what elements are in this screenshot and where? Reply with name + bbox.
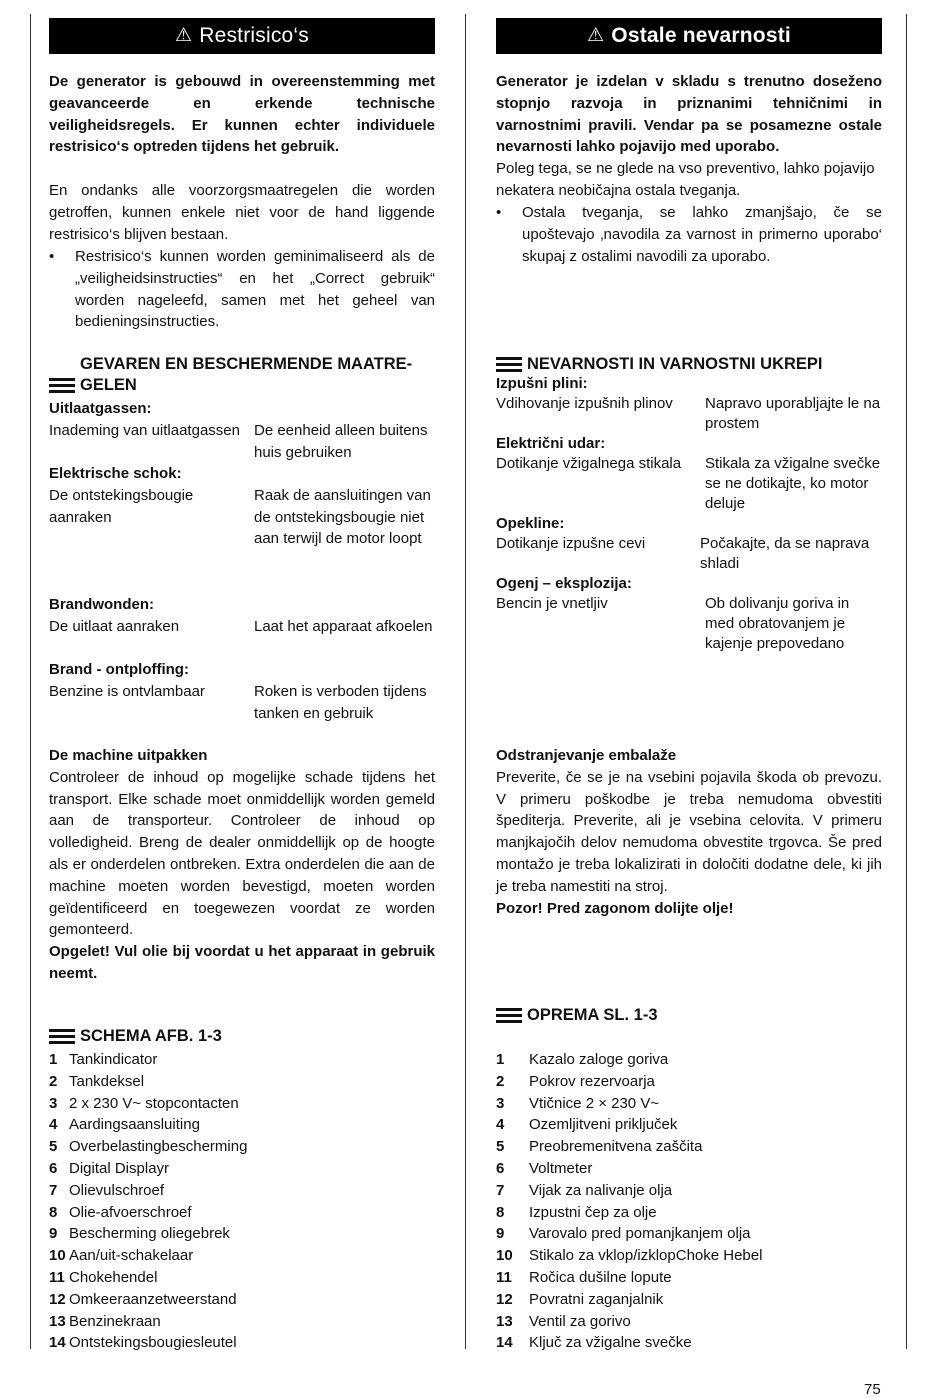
part-label: Vijak za nalivanje olja bbox=[529, 1181, 673, 1199]
hazard-measure: De eenheid alleen buitens huis gebruiken bbox=[254, 421, 428, 461]
left-intro-text: En ondanks alle voorzorgsmaatregelen die worden getroffen, kunnen enkele niet voor de hand liggende restrisico‘s blijven bestaan. bbox=[49, 182, 435, 243]
left-intro-bold: De generator is gebouwd in overeenstemming met geavanceerde en erkende technische veiligheidsregels. Er kunnen echter individuele restrisico‘s optreden tijdens het gebruik. bbox=[49, 73, 435, 156]
part-number: 11 bbox=[49, 1268, 65, 1286]
left-hazard-group-1 bbox=[49, 463, 435, 550]
part-list-item bbox=[496, 1158, 882, 1180]
left-hazard-heading-line2: GELEN bbox=[80, 376, 137, 394]
part-number: 2 bbox=[496, 1072, 505, 1090]
part-number: 1 bbox=[49, 1051, 58, 1068]
part-label: Omkeeraanzetweerstand bbox=[69, 1290, 237, 1308]
hazard-label: Elektrische schok: bbox=[49, 465, 182, 482]
part-list-item bbox=[496, 1114, 882, 1136]
left-hazard-heading-line1: GEVAREN EN BESCHERMENDE MAATRE- bbox=[80, 355, 413, 373]
part-label: Vtičnice 2 × 230 V~ bbox=[529, 1094, 660, 1112]
part-list-item bbox=[49, 1289, 435, 1311]
hazard-risk: Benzine is ontvlambaar bbox=[49, 682, 205, 700]
right-unpack-section bbox=[496, 745, 882, 919]
part-number: 14 bbox=[496, 1334, 513, 1352]
part-list-item bbox=[49, 1311, 435, 1333]
part-number: 9 bbox=[49, 1225, 58, 1243]
part-list-item bbox=[49, 1332, 435, 1354]
left-hazard-heading bbox=[49, 354, 435, 396]
hazard-label: Brand - ontploffing: bbox=[49, 661, 189, 678]
right-bullet-item: • Ostala tveganja, se lahko zmanjšajo, če se upoštevajo ‚navodila za varnost in primerno uporabo‘ skupaj z ostalimi navodili za uporabo. bbox=[496, 202, 882, 267]
right-unpack-title: Odstranjevanje embalaže bbox=[496, 747, 677, 764]
part-number: 5 bbox=[49, 1138, 58, 1156]
part-list-item bbox=[496, 1049, 882, 1071]
part-number: 13 bbox=[49, 1312, 66, 1330]
left-unpack-text: Controleer de inhoud op mogelijke schade tijdens het transport. Elke schade moet onmiddellijk worden gemeld aan de transporteur. Controleer de inhoud op volledigheid. Breng de dealer onmiddellijk op de hoogte als er onderdelen ontbreken. Extra onderdelen die aan de machine moeten worden bevestigd, moeten worden geïdentificeerd en toegewezen voordat ze worden gemonteerd. bbox=[49, 768, 435, 939]
part-label: Ključ za vžigalne svečke bbox=[529, 1334, 692, 1352]
part-label: Kazalo zaloge goriva bbox=[529, 1051, 669, 1068]
hazard-label: Izpušni plini: bbox=[496, 375, 588, 392]
part-number: 9 bbox=[496, 1225, 505, 1243]
menu-icon bbox=[496, 357, 522, 372]
part-label: Olie-afvoerschroef bbox=[69, 1203, 192, 1221]
hazard-measure: Laat het apparaat afkoelen bbox=[254, 617, 433, 635]
part-list-item bbox=[49, 1245, 435, 1267]
part-number: 11 bbox=[496, 1268, 512, 1286]
hazard-risk: Bencin je vnetljiv bbox=[496, 595, 608, 612]
part-number: 6 bbox=[49, 1159, 58, 1177]
left-hazard-group-3 bbox=[49, 659, 435, 724]
hazard-label: Opekline: bbox=[496, 515, 565, 532]
part-label: Ventil za gorivo bbox=[529, 1312, 631, 1330]
hazard-risk: Dotikanje izpušne cevi bbox=[496, 535, 646, 552]
hazard-label: Ogenj – eksplozija: bbox=[496, 575, 632, 592]
part-list-item bbox=[49, 1049, 435, 1071]
part-list-item bbox=[49, 1136, 435, 1158]
part-label: Olievulschroef bbox=[69, 1181, 165, 1199]
part-list-item bbox=[49, 1267, 435, 1289]
right-margin-rule bbox=[906, 14, 907, 1349]
left-unpack-title: De machine uitpakken bbox=[49, 747, 208, 764]
left-title: Restrisico‘s bbox=[199, 24, 309, 48]
part-number: 3 bbox=[496, 1094, 505, 1112]
part-number: 8 bbox=[49, 1203, 58, 1221]
hazard-risk: De uitlaat aanraken bbox=[49, 617, 180, 635]
hazard-risk: Inademing van uitlaatgassen bbox=[49, 421, 240, 439]
part-number: 2 bbox=[49, 1072, 58, 1090]
right-hazard-group-1 bbox=[496, 434, 882, 514]
part-number: 10 bbox=[496, 1247, 513, 1265]
part-number: 6 bbox=[496, 1159, 505, 1177]
left-schema-heading bbox=[49, 1026, 435, 1047]
part-list-item bbox=[49, 1071, 435, 1093]
part-list-item bbox=[49, 1202, 435, 1224]
left-unpack-warning: Opgelet! Vul olie bij voordat u het apparaat in gebruik neemt. bbox=[49, 943, 435, 982]
right-intro-text: Poleg tega, se ne glede na vso preventivo, lahko pojavijo nekatera neobičajna ostala tveganja. bbox=[496, 160, 875, 199]
part-label: Digital Displayr bbox=[69, 1159, 170, 1177]
part-label: Stikalo za vklop/izklopChoke Hebel bbox=[529, 1247, 763, 1265]
hazard-measure: Roken is verboden tijdens tanken en gebruik bbox=[254, 682, 427, 722]
right-hazard-heading-text: NEVARNOSTI IN VARNOSTNI UKREPI bbox=[527, 355, 823, 373]
part-number: 3 bbox=[49, 1094, 58, 1112]
hazard-measure: Ob dolivanju goriva in med obratovanjem je kajenje prepovedano bbox=[705, 595, 850, 652]
page-number: 75 bbox=[864, 1381, 881, 1398]
part-number: 12 bbox=[496, 1290, 513, 1308]
right-unpack-warning: Pozor! Pred zagonom dolijte olje! bbox=[496, 899, 734, 917]
part-number: 12 bbox=[49, 1290, 66, 1308]
left-bullet-list bbox=[49, 246, 435, 333]
menu-icon bbox=[496, 1008, 522, 1023]
hazard-measure: Napravo uporabljajte le na prostem bbox=[705, 395, 881, 432]
menu-icon bbox=[49, 1029, 75, 1044]
right-hazard-group-3 bbox=[496, 574, 882, 654]
part-list-item bbox=[49, 1223, 435, 1245]
part-label: Chokehendel bbox=[69, 1268, 158, 1286]
part-label: Bescherming oliegebrek bbox=[69, 1225, 230, 1243]
left-hazard-group-0 bbox=[49, 398, 435, 463]
right-parts-list bbox=[496, 1049, 882, 1354]
hazard-label: Brandwonden: bbox=[49, 596, 154, 613]
part-label: Pokrov rezervoarja bbox=[529, 1072, 655, 1090]
part-number: 10 bbox=[49, 1247, 66, 1265]
hazard-risk: De ontstekingsbougie aanraken bbox=[49, 486, 194, 526]
right-hazard-group-2 bbox=[496, 514, 882, 574]
part-list-item bbox=[496, 1071, 882, 1093]
left-unpack-section bbox=[49, 745, 435, 985]
part-list-item bbox=[496, 1136, 882, 1158]
part-list-item bbox=[496, 1180, 882, 1202]
left-title-bar bbox=[49, 18, 435, 54]
right-bullet-list bbox=[496, 202, 882, 267]
part-number: 4 bbox=[49, 1116, 58, 1134]
part-number: 5 bbox=[496, 1138, 505, 1156]
part-label: Aan/uit-schakelaar bbox=[69, 1247, 194, 1265]
part-label: Ontstekingsbougiesleutel bbox=[69, 1334, 237, 1352]
part-list-item bbox=[49, 1093, 435, 1115]
part-list-item bbox=[496, 1202, 882, 1224]
left-hazard-group-2 bbox=[49, 594, 435, 638]
part-number: 7 bbox=[49, 1181, 58, 1199]
part-label: Preobremenitvena zaščita bbox=[529, 1138, 703, 1156]
part-list-item bbox=[49, 1158, 435, 1180]
left-margin-rule bbox=[30, 14, 31, 1349]
hazard-measure: Raak de aansluitingen van de ontstekingsbougie niet aan terwijl de motor loopt bbox=[254, 486, 431, 548]
right-hazard-heading bbox=[496, 354, 882, 375]
part-label: Benzinekraan bbox=[69, 1312, 161, 1330]
left-bullet-item: • Restrisico‘s kunnen worden geminimaliseerd als de „veiligheidsinstructies“ en het „Correct gebruik“ worden nageleefd, samen met het geheel van bedieningsinstructies. bbox=[49, 246, 435, 333]
part-number: 14 bbox=[49, 1334, 66, 1352]
right-equip-heading bbox=[496, 1005, 882, 1026]
part-label: Ozemljitveni priključek bbox=[529, 1116, 678, 1134]
hazard-risk: Vdihovanje izpušnih plinov bbox=[496, 395, 673, 412]
hazard-measure: Stikala za vžigalne svečke se ne dotikajte, ko motor deluje bbox=[705, 455, 881, 512]
warning-icon: ⚠ bbox=[587, 25, 605, 47]
part-label: Overbelastingbescherming bbox=[69, 1138, 248, 1156]
right-title-bar bbox=[496, 18, 882, 54]
part-list-item bbox=[496, 1267, 882, 1289]
right-equip-heading-text: OPREMA SL. 1-3 bbox=[527, 1006, 658, 1024]
hazard-measure: Počakajte, da se naprava shladi bbox=[700, 535, 870, 572]
part-number: 8 bbox=[496, 1203, 505, 1221]
part-label: Ročica dušilne lopute bbox=[529, 1268, 672, 1286]
right-unpack-text: Preverite, če se je na vsebini pojavila škoda ob prevozu. V primeru poškodbe je treba nemudoma obvestiti špediterja. Preverite, ali je vsebina celovita. V primeru manjkajočih delov nemudoma obvestite trgovca. Še pred montažo je treba lokalizirati in določiti dodatne dele, ki jih je treba namestiti na stroj. bbox=[496, 768, 882, 895]
left-schema-heading-text: SCHEMA AFB. 1-3 bbox=[80, 1027, 222, 1045]
part-list-item bbox=[496, 1245, 882, 1267]
part-number: 1 bbox=[496, 1051, 505, 1068]
part-label: Povratni zaganjalnik bbox=[529, 1290, 664, 1308]
hazard-label: Električni udar: bbox=[496, 435, 606, 452]
part-number: 4 bbox=[496, 1116, 505, 1134]
part-label: Voltmeter bbox=[529, 1159, 593, 1177]
part-list-item bbox=[496, 1332, 882, 1354]
part-number: 7 bbox=[496, 1181, 505, 1199]
left-parts-list bbox=[49, 1049, 435, 1354]
center-column-rule bbox=[465, 14, 466, 1349]
warning-icon: ⚠ bbox=[175, 25, 193, 47]
part-list-item bbox=[496, 1093, 882, 1115]
right-hazard-group-0 bbox=[496, 374, 882, 434]
part-label: Aardingsaansluiting bbox=[69, 1116, 200, 1134]
part-label: Izpustni čep za olje bbox=[529, 1203, 657, 1221]
part-number: 13 bbox=[496, 1312, 513, 1330]
part-list-item bbox=[49, 1180, 435, 1202]
part-list-item bbox=[496, 1289, 882, 1311]
part-list-item bbox=[49, 1114, 435, 1136]
hazard-label: Uitlaatgassen: bbox=[49, 400, 152, 417]
part-label: Tankindicator bbox=[69, 1051, 158, 1068]
right-title: Ostale nevarnosti bbox=[611, 24, 791, 48]
part-list-item bbox=[496, 1311, 882, 1333]
right-intro-bold: Generator je izdelan v skladu s trenutno doseženo stopnjo razvoja in priznanimi tehničnimi in varnostnimi pravili. Vendar pa se posamezne ostale nevarnosti lahko pojavijo med uporabo. bbox=[496, 73, 882, 156]
part-list-item bbox=[496, 1223, 882, 1245]
hazard-risk: Dotikanje vžigalnega stikala bbox=[496, 455, 682, 472]
part-label: Tankdeksel bbox=[69, 1072, 145, 1090]
part-label: 2 x 230 V~ stopcontacten bbox=[69, 1094, 239, 1112]
menu-icon bbox=[49, 378, 75, 393]
part-label: Varovalo pred pomanjkanjem olja bbox=[529, 1225, 751, 1243]
